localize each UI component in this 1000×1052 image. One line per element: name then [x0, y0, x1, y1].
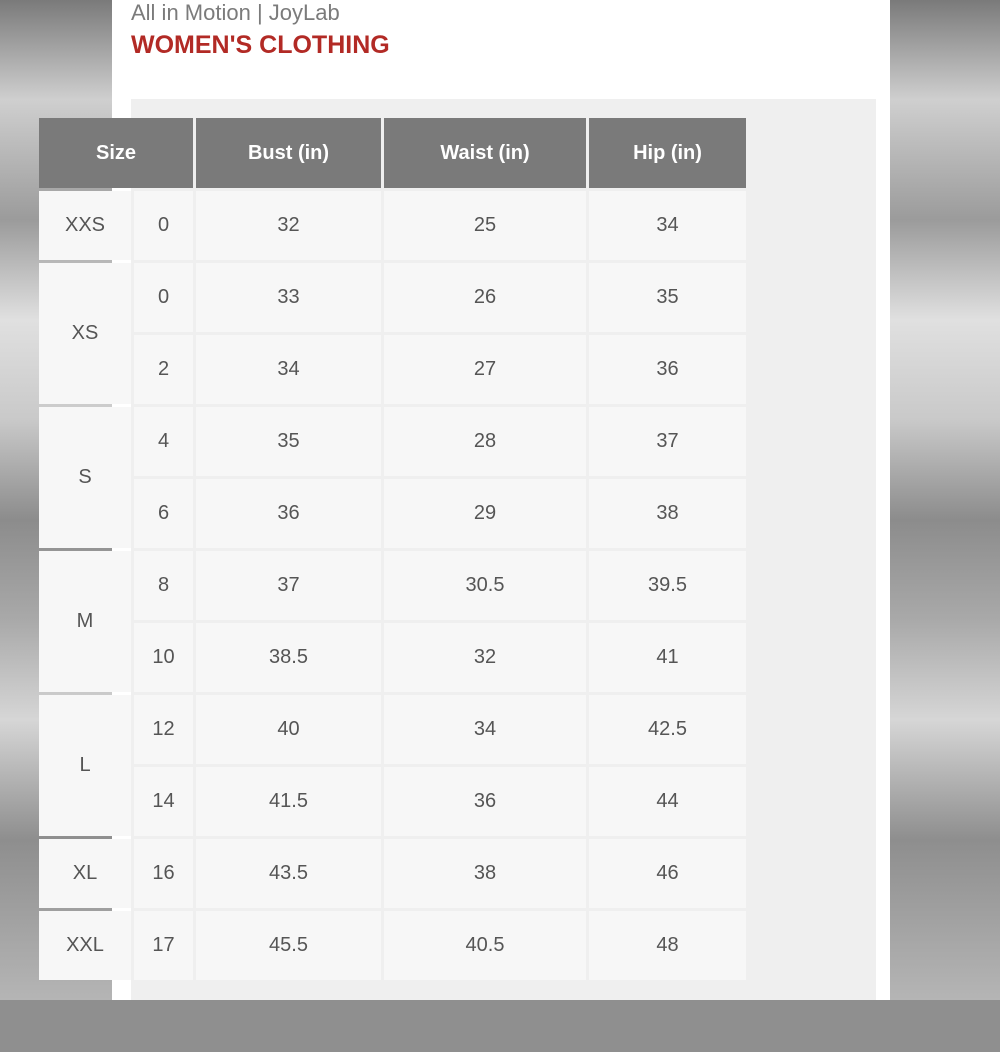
- numeric-size-cell: 2: [134, 335, 193, 404]
- size-label-cell: S: [39, 407, 131, 548]
- waist-cell: 27: [384, 335, 586, 404]
- numeric-size-cell: 8: [134, 551, 193, 620]
- bust-cell: 38.5: [196, 623, 381, 692]
- hip-cell: 41: [589, 623, 746, 692]
- bust-cell: 41.5: [196, 767, 381, 836]
- header-waist: Waist (in): [384, 118, 586, 188]
- waist-cell: 32: [384, 623, 586, 692]
- numeric-size-cell: 16: [134, 839, 193, 908]
- waist-cell: 28: [384, 407, 586, 476]
- numeric-size-cell: 4: [134, 407, 193, 476]
- bust-cell: 36: [196, 479, 381, 548]
- hip-cell: 39.5: [589, 551, 746, 620]
- waist-cell: 34: [384, 695, 586, 764]
- numeric-size-cell: 6: [134, 479, 193, 548]
- bust-cell: 45.5: [196, 911, 381, 980]
- waist-cell: 38: [384, 839, 586, 908]
- waist-cell: 40.5: [384, 911, 586, 980]
- hip-cell: 37: [589, 407, 746, 476]
- bust-cell: 37: [196, 551, 381, 620]
- hip-cell: 34: [589, 191, 746, 260]
- brand-line: All in Motion | JoyLab: [131, 0, 340, 25]
- waist-cell: 26: [384, 263, 586, 332]
- header-hip: Hip (in): [589, 118, 746, 188]
- hip-cell: 36: [589, 335, 746, 404]
- size-label-cell: XXS: [39, 191, 131, 260]
- waist-cell: 29: [384, 479, 586, 548]
- blurred-background-right: [890, 0, 1000, 1000]
- bust-cell: 34: [196, 335, 381, 404]
- hip-cell: 38: [589, 479, 746, 548]
- hip-cell: 44: [589, 767, 746, 836]
- hip-cell: 48: [589, 911, 746, 980]
- size-label-cell: XL: [39, 839, 131, 908]
- page-title: WOMEN'S CLOTHING: [131, 31, 390, 59]
- bust-cell: 43.5: [196, 839, 381, 908]
- hip-cell: 35: [589, 263, 746, 332]
- size-table: [39, 118, 744, 1052]
- numeric-size-cell: 17: [134, 911, 193, 980]
- size-label-cell: M: [39, 551, 131, 692]
- size-label-cell: L: [39, 695, 131, 836]
- bust-cell: 40: [196, 695, 381, 764]
- bust-cell: 33: [196, 263, 381, 332]
- waist-cell: 36: [384, 767, 586, 836]
- hip-cell: 46: [589, 839, 746, 908]
- waist-cell: 25: [384, 191, 586, 260]
- size-label-cell: XXL: [39, 911, 131, 980]
- hip-cell: 42.5: [589, 695, 746, 764]
- numeric-size-cell: 12: [134, 695, 193, 764]
- numeric-size-cell: 0: [134, 191, 193, 260]
- waist-cell: 30.5: [384, 551, 586, 620]
- size-label-cell: XS: [39, 263, 131, 404]
- numeric-size-cell: 10: [134, 623, 193, 692]
- header-bust: Bust (in): [196, 118, 381, 188]
- numeric-size-cell: 0: [134, 263, 193, 332]
- bust-cell: 35: [196, 407, 381, 476]
- header-size: Size: [39, 118, 193, 188]
- bust-cell: 32: [196, 191, 381, 260]
- numeric-size-cell: 14: [134, 767, 193, 836]
